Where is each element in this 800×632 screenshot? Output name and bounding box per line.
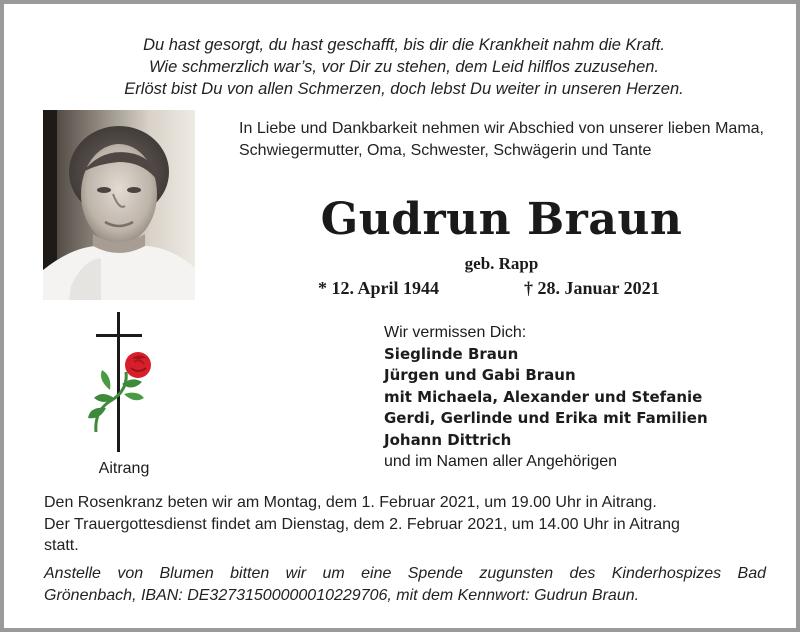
cross-with-rose-icon (84, 310, 164, 455)
service-details (44, 492, 766, 557)
mourners-heading: Wir vermissen Dich: (384, 324, 527, 341)
funeral-info-line-1: Der Trauergottesdienst findet am Dienstag, dem 2. Februar 2021, um 14.00 Uhr in Aitrang (44, 515, 680, 533)
donation-line-1: Anstelle von Blumen bitten wir um eine Spende zugunsten des Kinderhospizes Bad (44, 565, 766, 582)
farewell-intro: In Liebe und Dankbarkeit nehmen wir Abschied von unserer lieben Mama, Schwiegermutter, Oma, Schwester, Schwägerin und Tante (239, 120, 764, 159)
mourners-closing: und im Namen aller Angehörigen (384, 453, 618, 470)
mourner-name: Sieglinde Braun (384, 344, 519, 363)
funeral-info-line-2: statt. (44, 537, 79, 554)
deceased-name: Gudrun Braun (320, 194, 683, 245)
poem-line-2: Wie schmerzlich war’s, vor Dir zu stehen, dem Leid hilflos zuzusehen. (148, 58, 660, 76)
portrait-photo (43, 110, 195, 300)
maiden-name: geb. Rapp (464, 254, 539, 273)
mourner-name: Johann Dittrich (384, 430, 512, 449)
birth-date: * 12. April 1944 (318, 278, 440, 298)
poem-line-1: Du hast gesorgt, du hast geschafft, bis dir die Krankheit nahm die Kraft. (143, 36, 665, 54)
mourner-name: Gerdi, Gerlinde und Erika mit Familien (384, 409, 708, 427)
place-name: Aitrang (98, 460, 150, 477)
death-date: † 28. Januar 2021 (524, 278, 660, 298)
rosary-info: Den Rosenkranz beten wir am Montag, dem 1. Februar 2021, um 19.00 Uhr in Aitrang. (44, 494, 657, 511)
mourner-name: Jürgen und Gabi Braun (384, 366, 576, 384)
mourner-name: mit Michaela, Alexander und Stefanie (384, 387, 703, 406)
poem (24, 34, 784, 100)
donation-request (44, 563, 766, 606)
donation-line-2: Grönenbach, IBAN: DE32731500000010229706, mit dem Kennwort: Gudrun Braun. (44, 586, 640, 604)
mourners-list (384, 322, 784, 473)
poem-line-3: Erlöst bist Du von allen Schmerzen, doch lebst Du weiter in unseren Herzen. (124, 80, 684, 98)
